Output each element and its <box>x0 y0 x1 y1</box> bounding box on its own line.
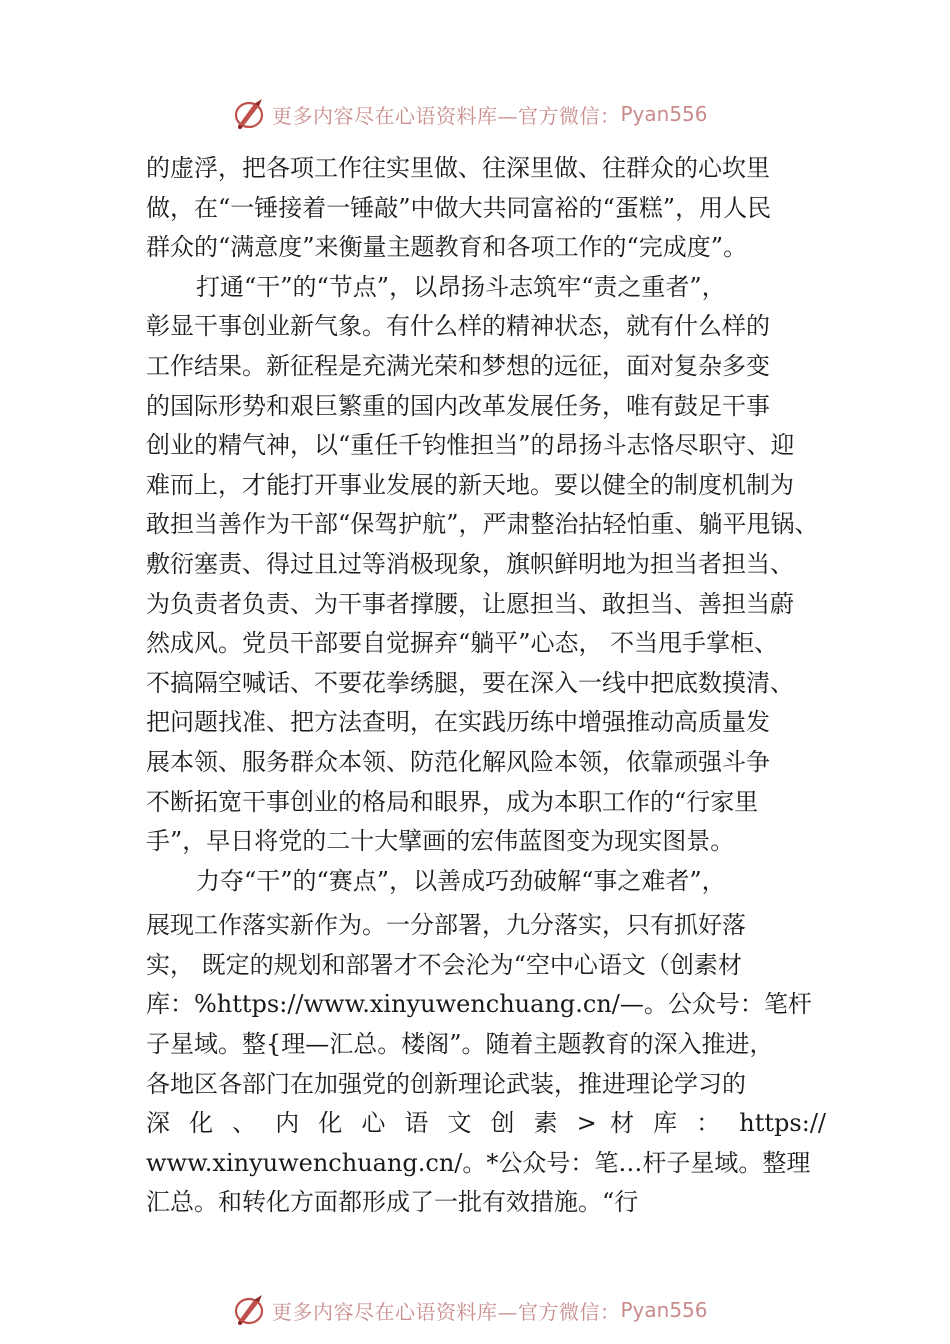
pen-quill-logo-icon <box>232 96 268 132</box>
banner-text: 更多内容尽在心语资料库—官方微信： <box>272 1299 621 1324</box>
pen-quill-logo-icon <box>232 1292 268 1328</box>
text-line: 展现工作落实新作为。一分部署，九分落实，只有抓好落 <box>146 911 746 940</box>
header-banner <box>232 94 708 134</box>
text-line: 不搞隔空喊话、不要花拳绣腿，要在深入一线中把底数摸清、 <box>146 668 794 697</box>
text-line: www.xinyuwenchuang.cn/。*公众号：笔…杆子星域。整理 <box>146 1148 811 1177</box>
text-line: 群众的“满意度”来衡量主题教育和各项工作的“完成度”。 <box>146 233 748 262</box>
text-line: 敷衍塞责、得过且过等消极现象，旗帜鲜明地为担当者担当、 <box>146 549 794 578</box>
text-line: 创业的精气神，以“重任千钧惟担当”的昂扬斗志恪尽职守、迎 <box>146 431 795 460</box>
text-line: 的国际形势和艰巨繁重的国内改革发展任务，唯有鼓足干事 <box>146 391 770 420</box>
paragraph-heading-line: 打通“干”的“节点”，以昂扬斗志筑牢“责之重者”， <box>196 272 726 301</box>
text-line: 彰显干事创业新气象。有什么样的精神状态，就有什么样的 <box>146 312 770 341</box>
text-line: 敢担当善作为干部“保驾护航”，严肃整治拈轻怕重、躺平甩锅、 <box>146 510 819 539</box>
text-line: 为负责者负责、为干事者撑腰，让愿担当、敢担当、善担当蔚 <box>146 589 794 618</box>
text-line: 展本领、服务群众本领、防范化解风险本领，依靠顽强斗争 <box>146 747 770 776</box>
text-line: 子星域。整{理—汇总。楼阁”。随着主题教育的深入推进， <box>146 1030 774 1059</box>
text-line: 汇总。和转化方面都形成了一批有效措施。“行 <box>146 1188 639 1217</box>
banner-wechat-id: Pyan556 <box>620 1298 708 1322</box>
text-line: 不断拓宽干事创业的格局和眼界，成为本职工作的“行家里 <box>146 787 759 816</box>
text-line: 库：%https://www.xinyuwenchuang.cn/—。公众号：笔杆 <box>146 990 812 1019</box>
text-line: 把问题找准、把方法查明，在实践历练中增强推动高质量发 <box>146 708 770 737</box>
paragraph-heading-line: 力夺“干”的“赛点”，以善成巧劲破解“事之难者”， <box>196 866 726 895</box>
text-line: 各地区各部门在加强党的创新理论武装，推进理论学习的 <box>146 1069 746 1098</box>
text-line: 做，在“一锤接着一锤敲”中做大共同富裕的“蛋糕”，用人民 <box>146 193 772 222</box>
text-line: 手”，早日将党的二十大擘画的宏伟蓝图变为现实图景。 <box>146 827 735 856</box>
footer-banner <box>232 1290 708 1330</box>
text-line: 深 化 、 内 化 心 语 文 创 素 > 材 库 ： https:// <box>146 1109 826 1138</box>
banner-wechat-id: Pyan556 <box>620 102 708 126</box>
text-line: 工作结果。新征程是充满光荣和梦想的远征，面对复杂多变 <box>146 351 770 380</box>
text-line: 然成风。党员干部要自觉摒弃“躺平”心态， 不当甩手掌柜、 <box>146 629 779 658</box>
text-line: 实， 既定的规划和部署才不会沦为“空中心语文（创素材 <box>146 950 742 979</box>
text-line: 的虚浮，把各项工作往实里做、往深里做、往群众的心坎里 <box>146 154 770 182</box>
banner-text: 更多内容尽在心语资料库—官方微信： <box>272 103 621 128</box>
text-line: 难而上，才能打开事业发展的新天地。要以健全的制度机制为 <box>146 470 794 499</box>
document-body <box>146 149 826 1223</box>
